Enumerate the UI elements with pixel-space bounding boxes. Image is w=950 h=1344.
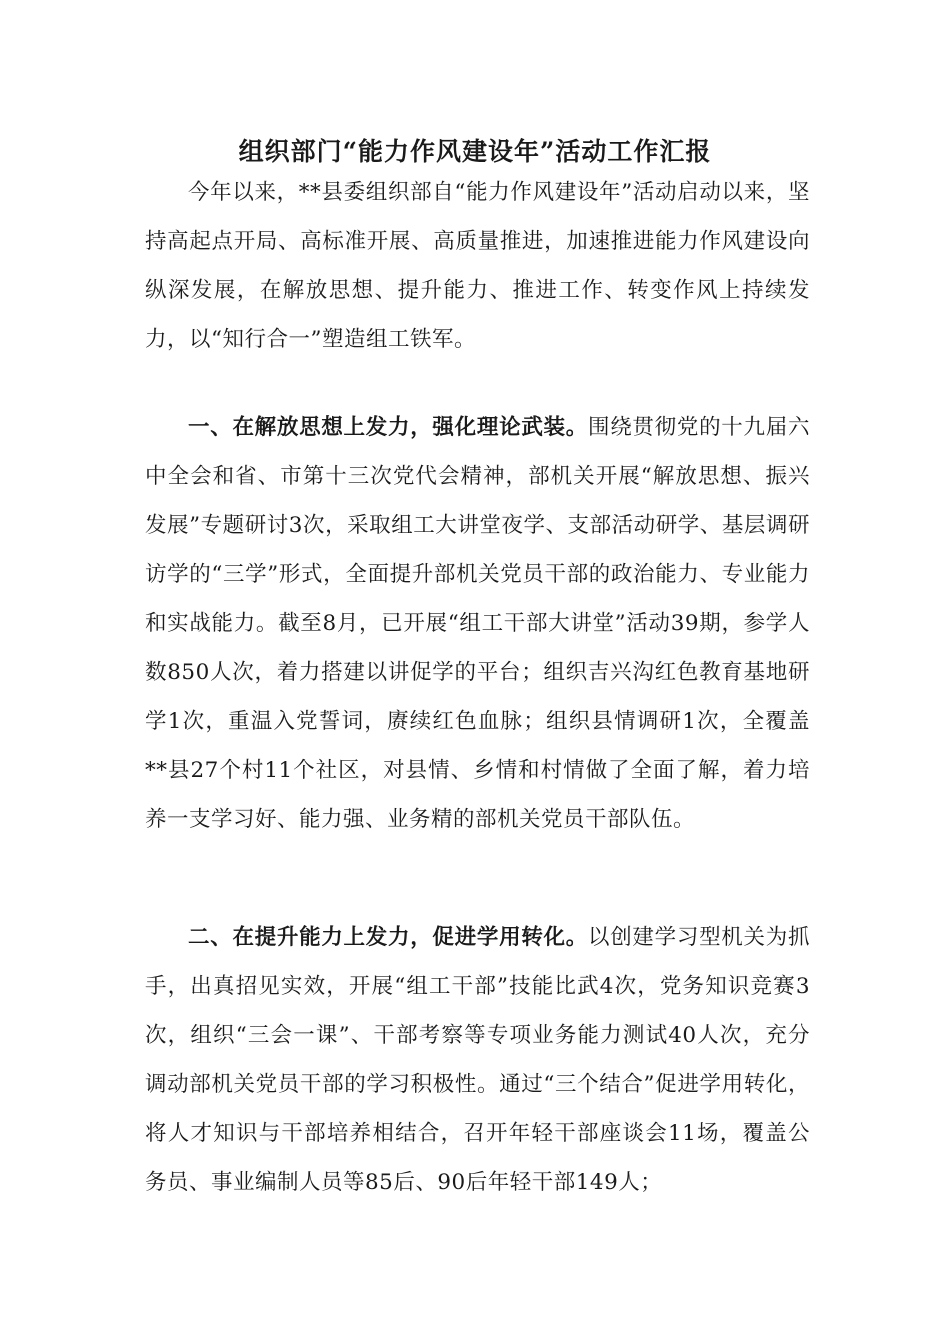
section-2-heading: 二、在提升能力上发力，促进学用转化。 [188,925,588,950]
section-1-text: 围绕贯彻党的十九届六中全会和省、市第十三次党代会精神，部机关开展“解放思想、振兴发展”专题研讨3次，采取组工大讲堂夜学、支部活动研学、基层调研访学的“三学”形式，全面提升部机关党员干部的政治能力、专业能力和实战能力。截至8月，已开展“组工干部大讲堂”活动39期，参学人数850人次，着力搭建以讲促学的平台；组织吉兴沟红色教育基地研学1次，重温入党誓词，赓续红色血脉；组织县情调研1次，全覆盖**县27个村11个社区，对县情、乡情和村情做了全面了解，着力培养一支学习好、能力强、业务精的部机关党员干部队伍。 [145,415,810,832]
paragraph-intro-text: 今年以来，**县委组织部自“能力作风建设年”活动启动以来，坚持高起点开局、高标准开展、高质量推进，加速推进能力作风建设向纵深发展，在解放思想、提升能力、推进工作、转变作风上持续发力，以“知行合一”塑造组工铁军。 [145,180,810,352]
section-1-heading: 一、在解放思想上发力，强化理论武装。 [188,415,588,440]
paragraph-intro [145,168,810,364]
paragraph-section-1 [145,403,810,844]
paragraph-section-2 [145,913,810,1207]
section-2-text: 以创建学习型机关为抓手，出真招见实效，开展“组工干部”技能比武4次，党务知识竞赛3次，组织“三会一课”、干部考察等专项业务能力测试40人次，充分调动部机关党员干部的学习积极性。通过“三个结合”促进学用转化，将人才知识与干部培养相结合，召开年轻干部座谈会11场，覆盖公务员、事业编制人员等85后、90后年轻干部149人； [145,925,810,1195]
document-title: 组织部门“能力作风建设年”活动工作汇报 [238,137,712,166]
